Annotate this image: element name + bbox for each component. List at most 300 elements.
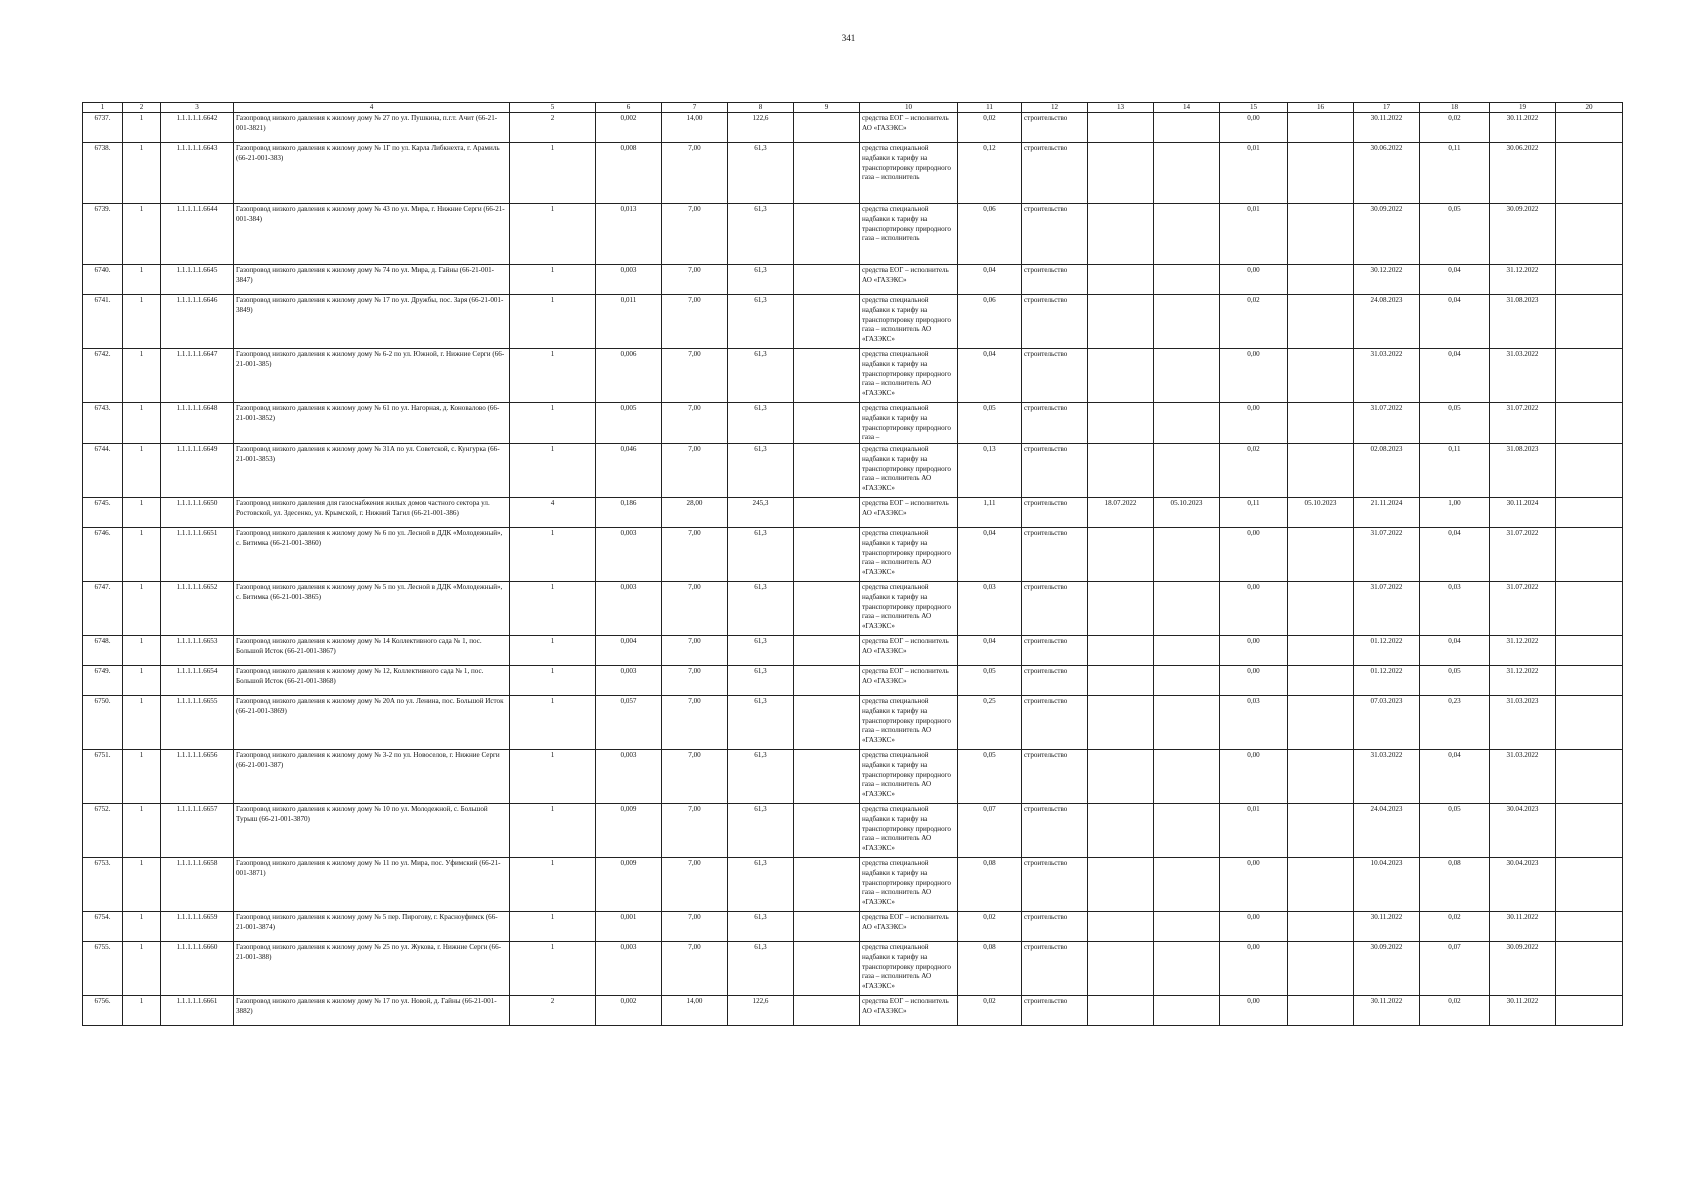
table-row — [83, 498, 1623, 528]
col19-date: 31.08.2023 — [1490, 295, 1556, 349]
col5-value: 1 — [510, 912, 596, 942]
col5-value: 1 — [510, 295, 596, 349]
col-header: 14 — [1154, 103, 1220, 113]
table-row — [83, 804, 1623, 858]
col18-value: 0,04 — [1420, 349, 1490, 403]
col15-value: 0,00 — [1220, 942, 1288, 996]
col13-date — [1088, 858, 1154, 912]
project-name: Газопровод низкого давления к жилому дому № 20А по ул. Ленина, пос. Большой Исток (66-21-001-3869) — [234, 696, 510, 750]
table-row — [83, 582, 1623, 636]
col8-value: 61,3 — [728, 582, 794, 636]
table-row — [83, 265, 1623, 295]
col16-date — [1288, 403, 1354, 444]
col20-value — [1556, 912, 1623, 942]
project-code: 1.1.1.1.1.6654 — [161, 666, 234, 696]
financing-source: средства специальной надбавки к тарифу на транспортировку природного газа – исполнитель АО «ГАЗЭКС» — [860, 804, 958, 858]
col19-date: 31.12.2022 — [1490, 265, 1556, 295]
col7-value: 7,00 — [662, 528, 728, 582]
project-name: Газопровод низкого давления к жилому дому № 74 по ул. Мира, д. Гайны (66-21-001-3847) — [234, 265, 510, 295]
col8-value: 61,3 — [728, 750, 794, 804]
project-name: Газопровод низкого давления к жилому дому № 14 Коллективного сада № 1, пос. Большой Исток (66-21-001-3867) — [234, 636, 510, 666]
col15-value: 0,00 — [1220, 113, 1288, 143]
col15-value: 0,00 — [1220, 349, 1288, 403]
col9-value — [794, 804, 860, 858]
col6-value: 0,005 — [596, 403, 662, 444]
col20-value — [1556, 204, 1623, 265]
col20-value — [1556, 265, 1623, 295]
col18-value: 0,11 — [1420, 444, 1490, 498]
col13-date: 18.07.2022 — [1088, 498, 1154, 528]
col2-value: 1 — [123, 265, 161, 295]
col5-value: 1 — [510, 528, 596, 582]
col8-value: 61,3 — [728, 912, 794, 942]
col8-value: 61,3 — [728, 444, 794, 498]
col6-value: 0,004 — [596, 636, 662, 666]
col6-value: 0,013 — [596, 204, 662, 265]
col20-value — [1556, 528, 1623, 582]
col15-value: 0,11 — [1220, 498, 1288, 528]
project-code: 1.1.1.1.1.6644 — [161, 204, 234, 265]
col6-value: 0,003 — [596, 666, 662, 696]
project-code: 1.1.1.1.1.6659 — [161, 912, 234, 942]
col15-value: 0,00 — [1220, 528, 1288, 582]
col17-date: 10.04.2023 — [1354, 858, 1420, 912]
table-row — [83, 349, 1623, 403]
col14-date — [1154, 444, 1220, 498]
col18-value: 0,04 — [1420, 750, 1490, 804]
col9-value — [794, 942, 860, 996]
col5-value: 1 — [510, 265, 596, 295]
col11-value: 0,03 — [958, 582, 1022, 636]
col19-date: 30.06.2022 — [1490, 143, 1556, 204]
col11-value: 0,12 — [958, 143, 1022, 204]
col2-value: 1 — [123, 582, 161, 636]
col7-value: 7,00 — [662, 295, 728, 349]
project-name: Газопровод низкого давления для газоснабжения жилых домов частного сектора ул. Ростовской, ул. Здесенко, ул. Крымской, г. Нижний Тагил (66-21-001-386) — [234, 498, 510, 528]
col18-value: 0,05 — [1420, 666, 1490, 696]
col11-value: 0,05 — [958, 750, 1022, 804]
work-type: строительство — [1022, 858, 1088, 912]
col13-date — [1088, 143, 1154, 204]
col5-value: 1 — [510, 804, 596, 858]
financing-source: средства ЕОГ – исполнитель АО «ГАЗЭКС» — [860, 996, 958, 1026]
project-code: 1.1.1.1.1.6645 — [161, 265, 234, 295]
project-name: Газопровод низкого давления к жилому дому № 17 по ул. Новой, д. Гайны (66-21-001-3882) — [234, 996, 510, 1026]
col19-date: 30.09.2022 — [1490, 204, 1556, 265]
project-code: 1.1.1.1.1.6658 — [161, 858, 234, 912]
col16-date: 05.10.2023 — [1288, 498, 1354, 528]
col7-value: 7,00 — [662, 204, 728, 265]
col5-value: 1 — [510, 582, 596, 636]
financing-source: средства специальной надбавки к тарифу на транспортировку природного газа – исполнитель АО «ГАЗЭКС» — [860, 942, 958, 996]
col19-date: 31.03.2023 — [1490, 696, 1556, 750]
work-type: строительство — [1022, 804, 1088, 858]
col15-value: 0,01 — [1220, 143, 1288, 204]
project-code: 1.1.1.1.1.6646 — [161, 295, 234, 349]
col11-value: 0,02 — [958, 113, 1022, 143]
col17-date: 01.12.2022 — [1354, 636, 1420, 666]
col13-date — [1088, 113, 1154, 143]
col7-value: 7,00 — [662, 804, 728, 858]
col17-date: 31.07.2022 — [1354, 403, 1420, 444]
col-header: 9 — [794, 103, 860, 113]
col18-value: 0,05 — [1420, 403, 1490, 444]
col13-date — [1088, 295, 1154, 349]
col8-value: 61,3 — [728, 403, 794, 444]
col5-value: 1 — [510, 204, 596, 265]
col20-value — [1556, 942, 1623, 996]
col2-value: 1 — [123, 444, 161, 498]
project-code: 1.1.1.1.1.6653 — [161, 636, 234, 666]
col7-value: 7,00 — [662, 349, 728, 403]
col2-value: 1 — [123, 858, 161, 912]
col18-value: 0,02 — [1420, 113, 1490, 143]
col16-date — [1288, 636, 1354, 666]
col7-value: 7,00 — [662, 265, 728, 295]
col14-date — [1154, 265, 1220, 295]
col18-value: 0,04 — [1420, 265, 1490, 295]
col9-value — [794, 403, 860, 444]
project-name: Газопровод низкого давления к жилому дому № 5 пер. Пирогову, г. Красноуфимск (66-21-001-3874) — [234, 912, 510, 942]
col7-value: 7,00 — [662, 143, 728, 204]
col17-date: 30.09.2022 — [1354, 204, 1420, 265]
financing-source: средства специальной надбавки к тарифу на транспортировку природного газа – исполнитель АО «ГАЗЭКС» — [860, 582, 958, 636]
work-type: строительство — [1022, 750, 1088, 804]
col11-value: 0,25 — [958, 696, 1022, 750]
col5-value: 1 — [510, 403, 596, 444]
table-row — [83, 143, 1623, 204]
col18-value: 0,05 — [1420, 204, 1490, 265]
col16-date — [1288, 113, 1354, 143]
project-code: 1.1.1.1.1.6661 — [161, 996, 234, 1026]
col17-date: 31.07.2022 — [1354, 528, 1420, 582]
col8-value: 61,3 — [728, 666, 794, 696]
financing-source: средства специальной надбавки к тарифу на транспортировку природного газа – исполнитель АО «ГАЗЭКС» — [860, 349, 958, 403]
col16-date — [1288, 696, 1354, 750]
col5-value: 1 — [510, 696, 596, 750]
col8-value: 61,3 — [728, 636, 794, 666]
col16-date — [1288, 750, 1354, 804]
row-number: 6743. — [83, 403, 123, 444]
col16-date — [1288, 528, 1354, 582]
col6-value: 0,002 — [596, 113, 662, 143]
project-name: Газопровод низкого давления к жилому дому № 27 по ул. Пушкина, п.г.т. Ачит (66-21-001-3821) — [234, 113, 510, 143]
row-number: 6748. — [83, 636, 123, 666]
col15-value: 0,02 — [1220, 295, 1288, 349]
project-name: Газопровод низкого давления к жилому дому № 6 по ул. Лесной в ДДК «Молодежный», с. Битимка (66-21-001-3860) — [234, 528, 510, 582]
col2-value: 1 — [123, 804, 161, 858]
col19-date: 30.11.2022 — [1490, 113, 1556, 143]
col8-value: 61,3 — [728, 942, 794, 996]
col6-value: 0,001 — [596, 912, 662, 942]
col11-value: 0,05 — [958, 666, 1022, 696]
col15-value: 0,00 — [1220, 996, 1288, 1026]
col-header: 1 — [83, 103, 123, 113]
col14-date — [1154, 295, 1220, 349]
col20-value — [1556, 113, 1623, 143]
row-number: 6754. — [83, 912, 123, 942]
col-header: 17 — [1354, 103, 1420, 113]
project-code: 1.1.1.1.1.6650 — [161, 498, 234, 528]
financing-source: средства ЕОГ – исполнитель АО «ГАЗЭКС» — [860, 113, 958, 143]
col7-value: 7,00 — [662, 696, 728, 750]
col8-value: 122,6 — [728, 996, 794, 1026]
col18-value: 0,05 — [1420, 804, 1490, 858]
col19-date: 31.07.2022 — [1490, 528, 1556, 582]
row-number: 6744. — [83, 444, 123, 498]
col2-value: 1 — [123, 498, 161, 528]
col6-value: 0,003 — [596, 265, 662, 295]
col6-value: 0,003 — [596, 750, 662, 804]
project-name: Газопровод низкого давления к жилому дому № 6-2 по ул. Южной, г. Нижние Серги (66-21-001-385) — [234, 349, 510, 403]
col-header: 5 — [510, 103, 596, 113]
col19-date: 30.11.2022 — [1490, 912, 1556, 942]
col5-value: 1 — [510, 143, 596, 204]
financing-source: средства ЕОГ – исполнитель АО «ГАЗЭКС» — [860, 265, 958, 295]
col19-date: 30.04.2023 — [1490, 804, 1556, 858]
financing-source: средства ЕОГ – исполнитель АО «ГАЗЭКС» — [860, 666, 958, 696]
col8-value: 61,3 — [728, 204, 794, 265]
col11-value: 0,06 — [958, 295, 1022, 349]
col6-value: 0,003 — [596, 582, 662, 636]
col16-date — [1288, 582, 1354, 636]
table-row — [83, 666, 1623, 696]
col16-date — [1288, 666, 1354, 696]
col15-value: 0,01 — [1220, 804, 1288, 858]
row-number: 6751. — [83, 750, 123, 804]
col11-value: 0,04 — [958, 636, 1022, 666]
work-type: строительство — [1022, 204, 1088, 265]
col14-date — [1154, 666, 1220, 696]
table-row — [83, 444, 1623, 498]
financing-source: средства ЕОГ – исполнитель АО «ГАЗЭКС» — [860, 498, 958, 528]
col6-value: 0,003 — [596, 528, 662, 582]
table-row — [83, 204, 1623, 265]
col7-value: 14,00 — [662, 996, 728, 1026]
work-type: строительство — [1022, 349, 1088, 403]
table-row — [83, 858, 1623, 912]
col14-date — [1154, 942, 1220, 996]
table-row — [83, 636, 1623, 666]
col7-value: 7,00 — [662, 912, 728, 942]
col5-value: 1 — [510, 444, 596, 498]
col5-value: 1 — [510, 349, 596, 403]
col13-date — [1088, 349, 1154, 403]
col8-value: 61,3 — [728, 143, 794, 204]
col14-date — [1154, 912, 1220, 942]
project-code: 1.1.1.1.1.6651 — [161, 528, 234, 582]
col11-value: 0,05 — [958, 403, 1022, 444]
project-code: 1.1.1.1.1.6655 — [161, 696, 234, 750]
col13-date — [1088, 942, 1154, 996]
col13-date — [1088, 996, 1154, 1026]
col13-date — [1088, 804, 1154, 858]
work-type: строительство — [1022, 265, 1088, 295]
col20-value — [1556, 804, 1623, 858]
col17-date: 31.03.2022 — [1354, 750, 1420, 804]
col19-date: 30.04.2023 — [1490, 858, 1556, 912]
col15-value: 0,00 — [1220, 858, 1288, 912]
financing-source: средства ЕОГ – исполнитель АО «ГАЗЭКС» — [860, 636, 958, 666]
col7-value: 28,00 — [662, 498, 728, 528]
col7-value: 7,00 — [662, 636, 728, 666]
col7-value: 7,00 — [662, 858, 728, 912]
table-body — [83, 113, 1623, 1026]
col18-value: 0,04 — [1420, 528, 1490, 582]
row-number: 6742. — [83, 349, 123, 403]
col9-value — [794, 996, 860, 1026]
col19-date: 31.12.2022 — [1490, 636, 1556, 666]
col-header: 19 — [1490, 103, 1556, 113]
col-header: 18 — [1420, 103, 1490, 113]
col6-value: 0,009 — [596, 858, 662, 912]
col11-value: 1,11 — [958, 498, 1022, 528]
col18-value: 0,02 — [1420, 912, 1490, 942]
col18-value: 0,08 — [1420, 858, 1490, 912]
page-number: 341 — [841, 33, 856, 43]
work-type: строительство — [1022, 696, 1088, 750]
col14-date — [1154, 204, 1220, 265]
col13-date — [1088, 636, 1154, 666]
col14-date — [1154, 143, 1220, 204]
col2-value: 1 — [123, 942, 161, 996]
col19-date: 31.07.2022 — [1490, 403, 1556, 444]
col9-value — [794, 528, 860, 582]
col15-value: 0,00 — [1220, 750, 1288, 804]
table-row — [83, 696, 1623, 750]
col18-value: 0,03 — [1420, 582, 1490, 636]
col11-value: 0,07 — [958, 804, 1022, 858]
project-name: Газопровод низкого давления к жилому дому № 25 по ул. Жукова, г. Нижние Серги (66-21-001-388) — [234, 942, 510, 996]
project-code: 1.1.1.1.1.6652 — [161, 582, 234, 636]
financing-source: средства специальной надбавки к тарифу на транспортировку природного газа – исполнитель — [860, 143, 958, 204]
col17-date: 02.08.2023 — [1354, 444, 1420, 498]
financing-source: средства специальной надбавки к тарифу на транспортировку природного газа – исполнитель АО «ГАЗЭКС» — [860, 528, 958, 582]
row-number: 6753. — [83, 858, 123, 912]
col18-value: 0,11 — [1420, 143, 1490, 204]
project-name: Газопровод низкого давления к жилому дому № 10 по ул. Молодежной, с. Большой Турыш (66-21-001-3870) — [234, 804, 510, 858]
col14-date — [1154, 528, 1220, 582]
col-header: 20 — [1556, 103, 1623, 113]
col20-value — [1556, 636, 1623, 666]
work-type: строительство — [1022, 912, 1088, 942]
col20-value — [1556, 403, 1623, 444]
project-code: 1.1.1.1.1.6642 — [161, 113, 234, 143]
col17-date: 21.11.2024 — [1354, 498, 1420, 528]
col9-value — [794, 750, 860, 804]
table-row — [83, 528, 1623, 582]
col17-date: 07.03.2023 — [1354, 696, 1420, 750]
table-row — [83, 113, 1623, 143]
col-header: 13 — [1088, 103, 1154, 113]
col13-date — [1088, 750, 1154, 804]
col20-value — [1556, 750, 1623, 804]
col17-date: 30.11.2022 — [1354, 113, 1420, 143]
work-type: строительство — [1022, 295, 1088, 349]
col16-date — [1288, 265, 1354, 295]
col17-date: 24.08.2023 — [1354, 295, 1420, 349]
project-name: Газопровод низкого давления к жилому дому № 43 по ул. Мира, г. Нижние Серги (66-21-001-384) — [234, 204, 510, 265]
project-code: 1.1.1.1.1.6648 — [161, 403, 234, 444]
col5-value: 1 — [510, 666, 596, 696]
col11-value: 0,13 — [958, 444, 1022, 498]
col20-value — [1556, 996, 1623, 1026]
col8-value: 61,3 — [728, 265, 794, 295]
table-row — [83, 750, 1623, 804]
col20-value — [1556, 444, 1623, 498]
financing-source: средства ЕОГ – исполнитель АО «ГАЗЭКС» — [860, 912, 958, 942]
project-code: 1.1.1.1.1.6657 — [161, 804, 234, 858]
col15-value: 0,00 — [1220, 666, 1288, 696]
col18-value: 0,07 — [1420, 942, 1490, 996]
col20-value — [1556, 666, 1623, 696]
col19-date: 30.11.2022 — [1490, 996, 1556, 1026]
col7-value: 7,00 — [662, 942, 728, 996]
row-number: 6740. — [83, 265, 123, 295]
col9-value — [794, 295, 860, 349]
col6-value: 0,186 — [596, 498, 662, 528]
col9-value — [794, 204, 860, 265]
col14-date — [1154, 582, 1220, 636]
col17-date: 30.11.2022 — [1354, 912, 1420, 942]
col9-value — [794, 265, 860, 295]
col9-value — [794, 498, 860, 528]
col5-value: 1 — [510, 750, 596, 804]
col15-value: 0,00 — [1220, 636, 1288, 666]
work-type: строительство — [1022, 143, 1088, 204]
col16-date — [1288, 912, 1354, 942]
work-type: строительство — [1022, 528, 1088, 582]
project-code: 1.1.1.1.1.6660 — [161, 942, 234, 996]
col9-value — [794, 912, 860, 942]
project-name: Газопровод низкого давления к жилому дому № 12, Коллективного сада № 1, пос. Большой Исток (66-21-001-3868) — [234, 666, 510, 696]
col19-date: 31.12.2022 — [1490, 666, 1556, 696]
col5-value: 4 — [510, 498, 596, 528]
col9-value — [794, 696, 860, 750]
col8-value: 61,3 — [728, 696, 794, 750]
col19-date: 31.03.2022 — [1490, 349, 1556, 403]
col11-value: 0,04 — [958, 265, 1022, 295]
financing-source: средства специальной надбавки к тарифу на транспортировку природного газа – исполнитель АО «ГАЗЭКС» — [860, 295, 958, 349]
row-number: 6741. — [83, 295, 123, 349]
table-row — [83, 912, 1623, 942]
col8-value: 61,3 — [728, 295, 794, 349]
col17-date: 30.06.2022 — [1354, 143, 1420, 204]
col2-value: 1 — [123, 113, 161, 143]
col13-date — [1088, 204, 1154, 265]
financing-source: средства специальной надбавки к тарифу на транспортировку природного газа – исполнитель АО «ГАЗЭКС» — [860, 858, 958, 912]
project-name: Газопровод низкого давления к жилому дому № 11 по ул. Мира, пос. Уфимский (66-21-001-3871) — [234, 858, 510, 912]
col15-value: 0,01 — [1220, 204, 1288, 265]
col9-value — [794, 858, 860, 912]
col6-value: 0,008 — [596, 143, 662, 204]
col9-value — [794, 113, 860, 143]
col18-value: 1,00 — [1420, 498, 1490, 528]
col6-value: 0,057 — [596, 696, 662, 750]
col17-date: 31.03.2022 — [1354, 349, 1420, 403]
row-number: 6747. — [83, 582, 123, 636]
col-header: 2 — [123, 103, 161, 113]
col6-value: 0,003 — [596, 942, 662, 996]
col7-value: 7,00 — [662, 444, 728, 498]
col6-value: 0,011 — [596, 295, 662, 349]
col16-date — [1288, 858, 1354, 912]
work-type: строительство — [1022, 403, 1088, 444]
col-header: 10 — [860, 103, 958, 113]
col2-value: 1 — [123, 666, 161, 696]
col2-value: 1 — [123, 750, 161, 804]
col20-value — [1556, 295, 1623, 349]
